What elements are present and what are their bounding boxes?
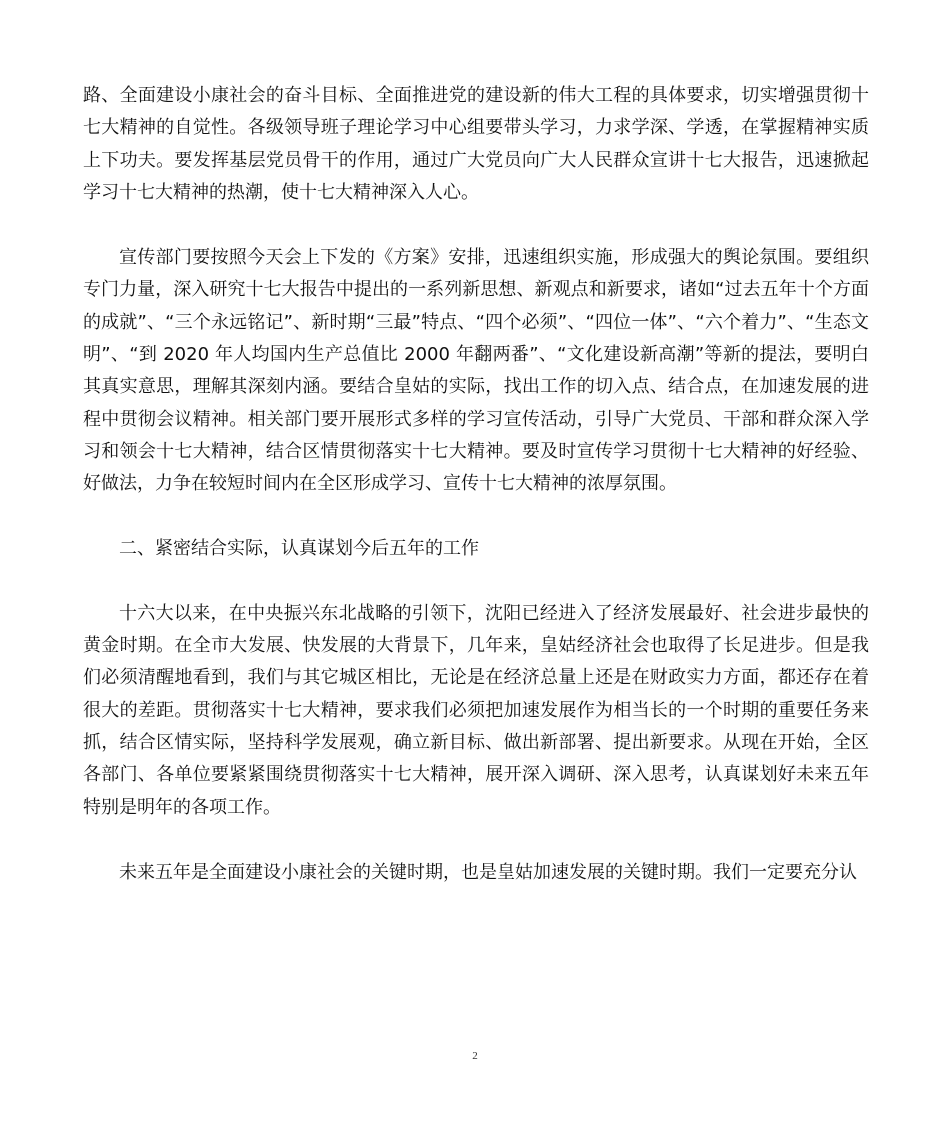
section-heading: 二、紧密结合实际，认真谋划今后五年的工作: [119, 537, 479, 559]
paragraph-publicity: 宣传部门要按照今天会上下发的《方案》安排，迅速组织实施，形成强大的舆论氛围。要组织专门力量，深入研究十七大报告中提出的一系列新思想、新观点和新要求，诸如“过去五年十个方面的成就”、“三个永远铭记”、新时期“三最”特点、“四个必须”、“四位一体”、“六个着力”、“生态文明”、“到 2020 年人均国内生产总值比 2000 年翻两番”、“文化建设新高潮”等新的提法，要明白其真实意思，理解其深刻内涵。要结合皇姑的实际，找出工作的切入点、结合点，在加速发展的进程中贯彻会议精神。相关部门要开展形式多样的学习宣传活动，引导广大党员、干部和群众深入学习和领会十七大精神，结合区情贯彻落实十七大精神。要及时宣传学习贯彻十七大精神的好经验、好做法，力争在较短时间内在全区形成学习、宣传十七大精神的浓厚氛围。: [83, 247, 869, 495]
document-body: [83, 80, 869, 889]
paragraph-next-five-years: 未来五年是全面建设小康社会的关键时期，也是皇姑加速发展的关键时期。我们一定要充分认: [119, 861, 857, 883]
page-number: 2: [472, 1050, 478, 1062]
paragraph-development: 十六大以来，在中央振兴东北战略的引领下，沈阳已经进入了经济发展最好、社会进步最快的黄金时期。在全市大发展、快发展的大背景下，几年来，皇姑经济社会也取得了长足进步。但是我们必须清醒地看到，我们与其它城区相比，无论是在经济总量上还是在财政实力方面，都还存在着很大的差距。贯彻落实十七大精神，要求我们必须把加速发展作为相当长的一个时期的重要任务来抓，结合区情实际，坚持科学发展观，确立新目标、做出新部署、提出新要求。从现在开始，全区各部门、各单位要紧紧围绕贯彻落实十七大精神，展开深入调研、深入思考，认真谋划好未来五年特别是明年的各项工作。: [83, 602, 869, 818]
paragraph-continuation: 路、全面建设小康社会的奋斗目标、全面推进党的建设新的伟大工程的具体要求，切实增强贯彻十七大精神的自觉性。各级领导班子理论学习中心组要带头学习，力求学深、学透，在掌握精神实质上下功夫。要发挥基层党员骨干的作用，通过广大党员向广大人民群众宣讲十七大报告，迅速掀起学习十七大精神的热潮，使十七大精神深入人心。: [83, 85, 869, 203]
